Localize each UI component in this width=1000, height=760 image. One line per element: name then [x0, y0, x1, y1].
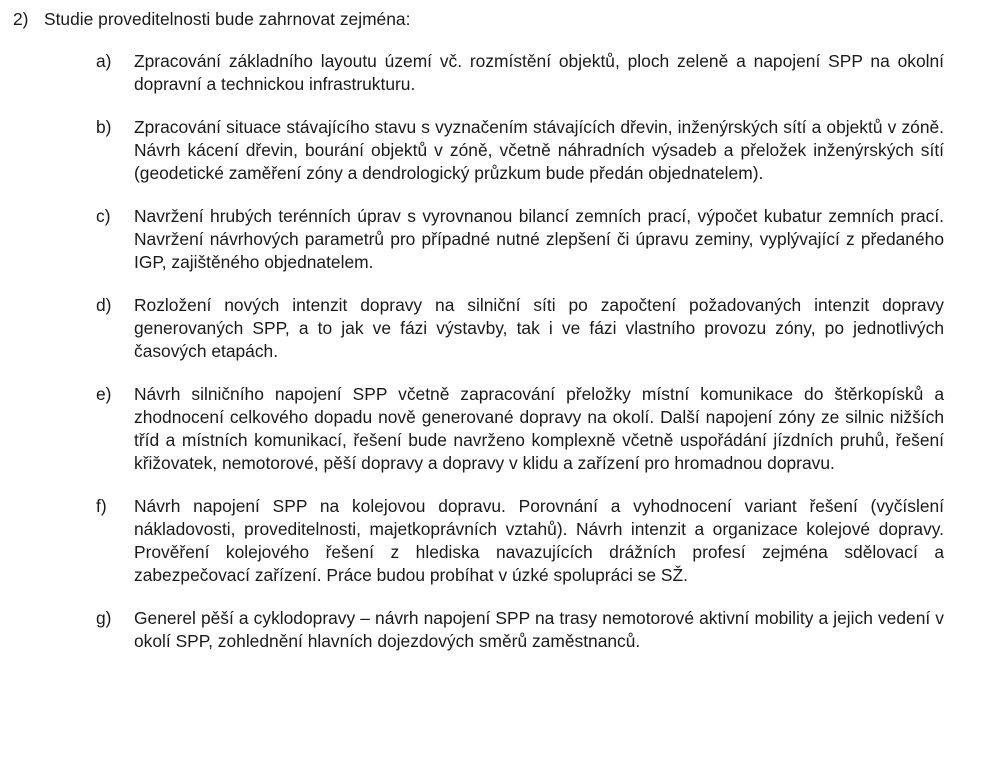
item-text: Zpracování situace stávajícího stavu s vyznačením stávajících dřevin, inženýrských sítí a objektů v zóně. Návrh kácení dřevin, bourání objektů v zóně, včetně náhradních výsadeb a přeložek inženýrských sítí (geodetické zaměření zóny a dendrologický průzkum bude předán objednatelem). [134, 117, 944, 183]
list-item [96, 607, 944, 653]
item-text: Rozložení nových intenzit dopravy na silniční síti po započtení požadovaných intenzit dopravy generovaných SPP, a to jak ve fázi výstavby, tak i ve fázi vlastního provozu zóny, po jednotlivých časových etapách. [134, 295, 944, 361]
item-letter: b) [96, 117, 112, 137]
section-title: Studie proveditelnosti bude zahrnovat zejména: [44, 9, 411, 29]
list-item [96, 294, 944, 363]
item-letter: a) [96, 51, 112, 71]
item-letter: g) [96, 608, 112, 628]
list-item [96, 116, 944, 185]
list-item [96, 50, 944, 96]
requirements-list [96, 50, 944, 673]
section-heading [13, 8, 410, 31]
item-letter: c) [96, 206, 111, 226]
item-text: Zpracování základního layoutu území vč. rozmístění objektů, ploch zeleně a napojení SPP na okolní dopravní a technickou infrastrukturu. [134, 51, 944, 94]
section-number: 2) [13, 9, 29, 29]
item-text: Generel pěší a cyklodopravy – návrh napojení SPP na trasy nemotorové aktivní mobility a jejich vedení v okolí SPP, zohlednění hlavních dojezdových směrů zaměstnanců. [134, 608, 944, 651]
item-text: Návrh napojení SPP na kolejovou dopravu. Porovnání a vyhodnocení variant řešení (vyčíslení nákladovosti, proveditelnosti, majetkoprávních vztahů). Návrh intenzit a organizace kolejové dopravy. Prověření kolejového řešení z hlediska navazujících drážních profesí zejména sdělovací a zabezpečovací zařízení. Práce budou probíhat v úzké spolupráci se SŽ. [134, 496, 944, 585]
item-letter: d) [96, 295, 112, 315]
list-item [96, 383, 944, 475]
item-letter: e) [96, 384, 112, 404]
item-letter: f) [96, 496, 107, 516]
item-text: Návrh silničního napojení SPP včetně zapracování přeložky místní komunikace do štěrkopísků a zhodnocení celkového dopadu nově generované dopravy na okolí. Další napojení zóny ze silnic nižších tříd a místních komunikací, řešení bude navrženo komplexně včetně uspořádání jízdních pruhů, řešení křižovatek, nemotorové, pěší dopravy a dopravy v klidu a zařízení pro hromadnou dopravu. [134, 384, 944, 473]
list-item [96, 495, 944, 587]
list-item [96, 205, 944, 274]
item-text: Navržení hrubých terénních úprav s vyrovnanou bilancí zemních prací, výpočet kubatur zemních prací. Navržení návrhových parametrů pro případné nutné zlepšení či úpravu zeminy, vyplývající z předaného IGP, zajištěného objednatelem. [134, 206, 944, 272]
